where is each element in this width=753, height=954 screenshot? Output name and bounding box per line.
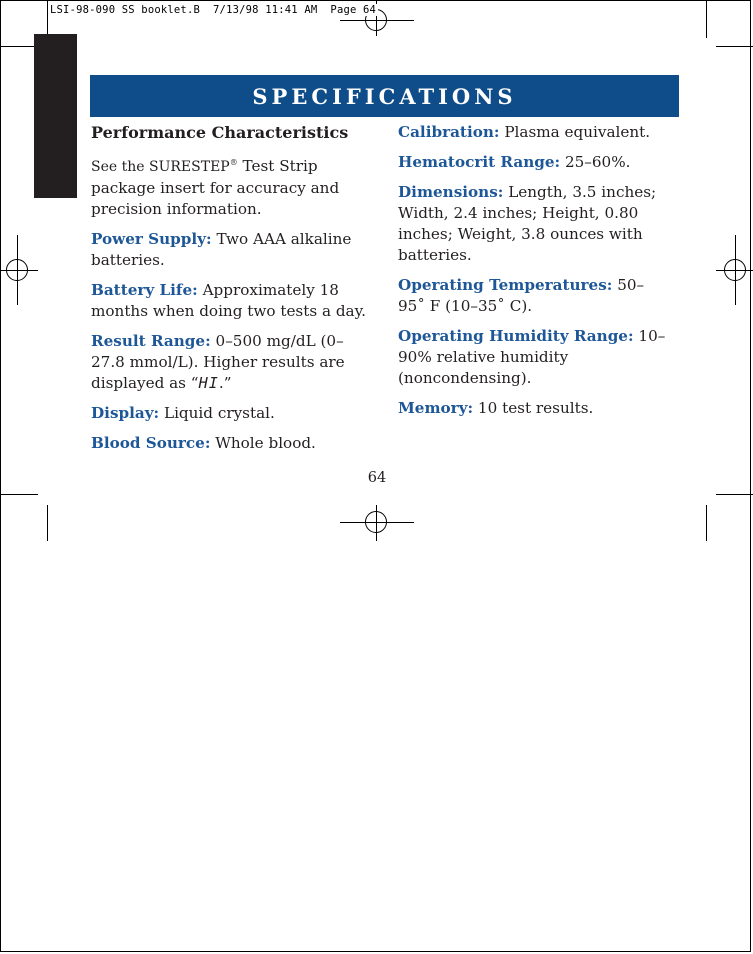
spec-display xyxy=(91,403,373,424)
spec-value: 0–500 mg/dL (0–27.8 mmol/L). Higher results are displayed as “ xyxy=(91,332,345,393)
spec-value: Liquid crystal. xyxy=(159,404,275,423)
crop-mark xyxy=(47,505,48,541)
intro-paragraph xyxy=(91,152,373,220)
spec-value: 10 test results. xyxy=(473,399,594,417)
spec-value: 10–90% relative humidity (noncondensing). xyxy=(398,327,666,387)
spec-value: Whole blood. xyxy=(210,434,316,453)
spec-label: Blood Source: xyxy=(91,434,211,453)
section-tab xyxy=(34,34,77,198)
spec-label: Calibration: xyxy=(398,123,500,141)
right-column xyxy=(398,122,670,428)
spec-value: Length, 3.5 inches; Width, 2.4 inches; Height, 0.80 inches; Weight, 3.8 ounces with batteries. xyxy=(398,183,657,264)
spec-value: Approximately 18 months when doing two tests a day. xyxy=(91,281,366,321)
spec-label: Memory: xyxy=(398,399,474,417)
spec-label: Result Range: xyxy=(91,332,211,351)
registration-mark xyxy=(365,511,387,533)
page-number: 64 xyxy=(367,470,387,486)
spec-label: Power Supply: xyxy=(91,230,212,249)
spec-label: Battery Life: xyxy=(91,281,198,300)
spec-operating-humidity xyxy=(398,326,670,389)
printer-slug-line: LSI-98-090 SS booklet.B 7/13/98 11:41 AM Page 64 xyxy=(50,4,377,16)
spec-value: 50–95˚ F (10–35˚ C). xyxy=(398,276,645,315)
crop-mark xyxy=(716,494,753,495)
spec-label: Operating Temperatures: xyxy=(398,276,613,294)
crop-mark xyxy=(706,505,707,541)
spec-power-supply xyxy=(91,229,373,271)
registration-mark xyxy=(724,259,746,281)
crop-mark xyxy=(0,46,38,47)
spec-hematocrit-range xyxy=(398,152,670,173)
registration-mark xyxy=(6,259,28,281)
spec-label: Operating Humidity Range: xyxy=(398,327,634,345)
specifications-banner xyxy=(90,75,679,117)
spec-label: Hematocrit Range: xyxy=(398,153,561,171)
spec-calibration xyxy=(398,122,670,143)
spec-blood-source xyxy=(91,433,373,454)
left-column xyxy=(91,122,373,463)
spec-operating-temperatures xyxy=(398,275,670,317)
spec-value: Two AAA alkaline batteries. xyxy=(91,230,352,270)
intro-prefix: See the SURESTEP xyxy=(91,159,230,176)
crop-mark xyxy=(706,0,707,38)
intro-suffix: Test Strip package insert for accuracy and precision information. xyxy=(91,157,340,219)
crop-mark xyxy=(716,46,753,47)
crop-mark xyxy=(0,494,38,495)
spec-battery-life xyxy=(91,280,373,322)
spec-label: Dimensions: xyxy=(398,183,504,201)
spec-result-range xyxy=(91,331,373,394)
spec-value: 25–60%. xyxy=(560,153,631,171)
spec-label: Display: xyxy=(91,404,160,423)
spec-dimensions xyxy=(398,182,670,266)
registered-mark: ® xyxy=(229,158,238,167)
lcd-display-text: HI xyxy=(198,374,219,393)
spec-value-end: .” xyxy=(218,374,232,393)
spec-memory xyxy=(398,398,670,419)
spec-value: Plasma equivalent. xyxy=(499,123,651,141)
page-title: SPECIFICATIONS xyxy=(252,83,517,109)
section-heading: Performance Characteristics xyxy=(91,123,349,142)
